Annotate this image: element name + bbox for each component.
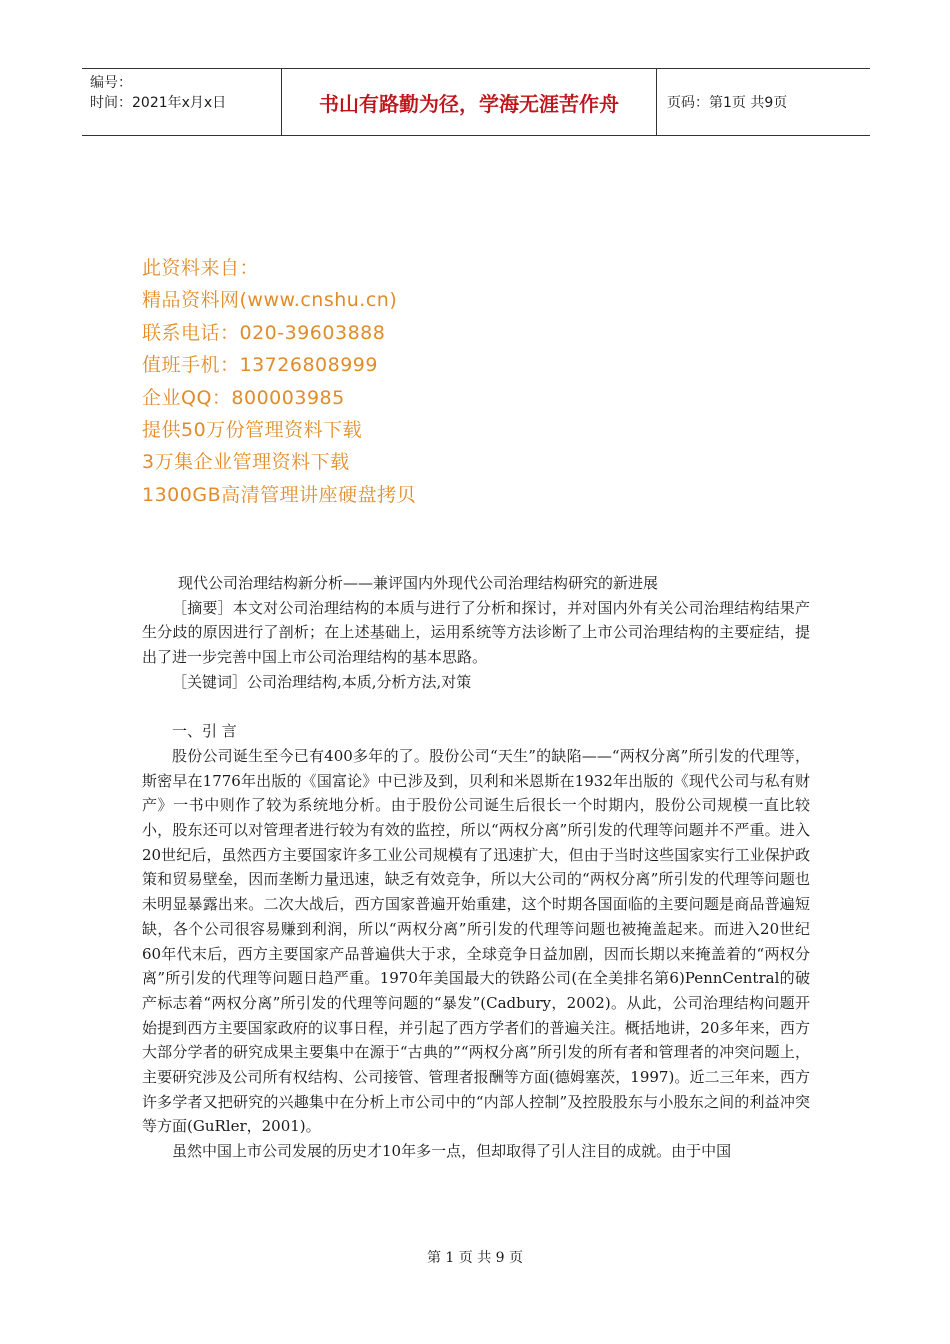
header-table <box>82 68 870 136</box>
promo-line: 企业QQ：800003985 <box>142 386 345 409</box>
paragraph: 虽然中国上市公司发展的历史才10年多一点，但却取得了引人注目的成就。由于中国 <box>172 1142 732 1161</box>
promo-line: 值班手机：13726808999 <box>142 354 378 377</box>
article-keywords: ［关键词］公司治理结构,本质,分析方法,对策 <box>172 672 472 691</box>
header-page-code: 页码：第1页 共9页 <box>667 95 788 111</box>
section-heading: 一、引 言 <box>172 722 237 741</box>
time-label: 时间：2021年x月x日 <box>90 95 227 111</box>
page-footer: 第 1 页 共 9 页 <box>426 1250 524 1266</box>
article-body <box>142 571 810 1164</box>
article-title: 现代公司治理结构新分析——兼评国内外现代公司治理结构研究的新进展 <box>178 574 659 592</box>
header-meta <box>82 69 282 135</box>
promo-line: 此资料来自： <box>142 257 260 279</box>
promo-line: 精品资料网(www.cnshu.cn) <box>142 289 398 312</box>
promo-line: 3万集企业管理资料下载 <box>142 451 350 474</box>
promo-line: 提供50万份管理资料下载 <box>142 419 363 442</box>
promo-block <box>142 252 642 511</box>
paragraph: 股份公司诞生至今已有400多年的了。股份公司“天生”的缺陷——“两权分离”所引发的代理等，斯密早在1776年出版的《国富论》中已涉及到，贝利和米恩斯在1932年出版的《现代公司与私有财产》一书中则作了较为系统地分析。由于股份公司诞生后很长一个时期内，股份公司规模一直比较小，股东还可以对管理者进行较为有效的监控，所以“两权分离”所引发的代理等问题并不严重。进入20世纪后，虽然西方主要国家许多工业公司规模有了迅速扩大，但由于当时这些国家实行工业保护政策和贸易壁垒，因而垄断力量迅速，缺乏有效竞争，所以大公司的“两权分离”所引发的代理等问题也未明显暴露出来。二次大战后，西方国家普遍开始重建，这个时期各国面临的主要问题是商品普遍短缺，各个公司很容易赚到利润，所以“两权分离”所引发的代理等问题也被掩盖起来。而进入20世纪60年代末后，西方主要国家产品普遍供大于求，全球竞争日益加剧，因而长期以来掩盖着的“两权分离”所引发的代理等问题日趋严重。1970年美国最大的铁路公司(在全美排名第6)PennCentral的破产标志着“两权分离”所引发的代理等问题的“暴发”(Cadbury，2002)。从此，公司治理结构问题开始提到西方主要国家政府的议事日程，并引起了西方学者们的普遍关注。概括地讲，20多年来，西方大部分学者的研究成果主要集中在源于“古典的”“两权分离”所引发的所有者和管理者的冲突问题上，主要研究涉及公司所有权结构、公司接管、管理者报酬等方面(德姆塞茨，1997)。近二三年来，西方许多学者又把研究的兴趣集中在分析上市公司中的“内部人控制”及控股股东与小股东之间的利益冲突等方面(GuRler，2001)。 <box>142 746 810 1136</box>
number-label: 编号： <box>90 75 132 91</box>
header-motto: 书山有路勤为径，学海无涯苦作舟 <box>282 69 657 135</box>
promo-line: 1300GB高清管理讲座硬盘拷贝 <box>142 483 417 506</box>
spacer <box>142 695 810 720</box>
article-abstract: ［摘要］本文对公司治理结构的本质与进行了分析和探讨，并对国内外有关公司治理结构结果产生分歧的原因进行了剖析；在上述基础上，运用系统等方法诊断了上市公司治理结构的主要症结，提出了进一步完善中国上市公司治理结构的基本思路。 <box>142 598 810 667</box>
promo-line: 联系电话：020-39603888 <box>142 321 386 344</box>
